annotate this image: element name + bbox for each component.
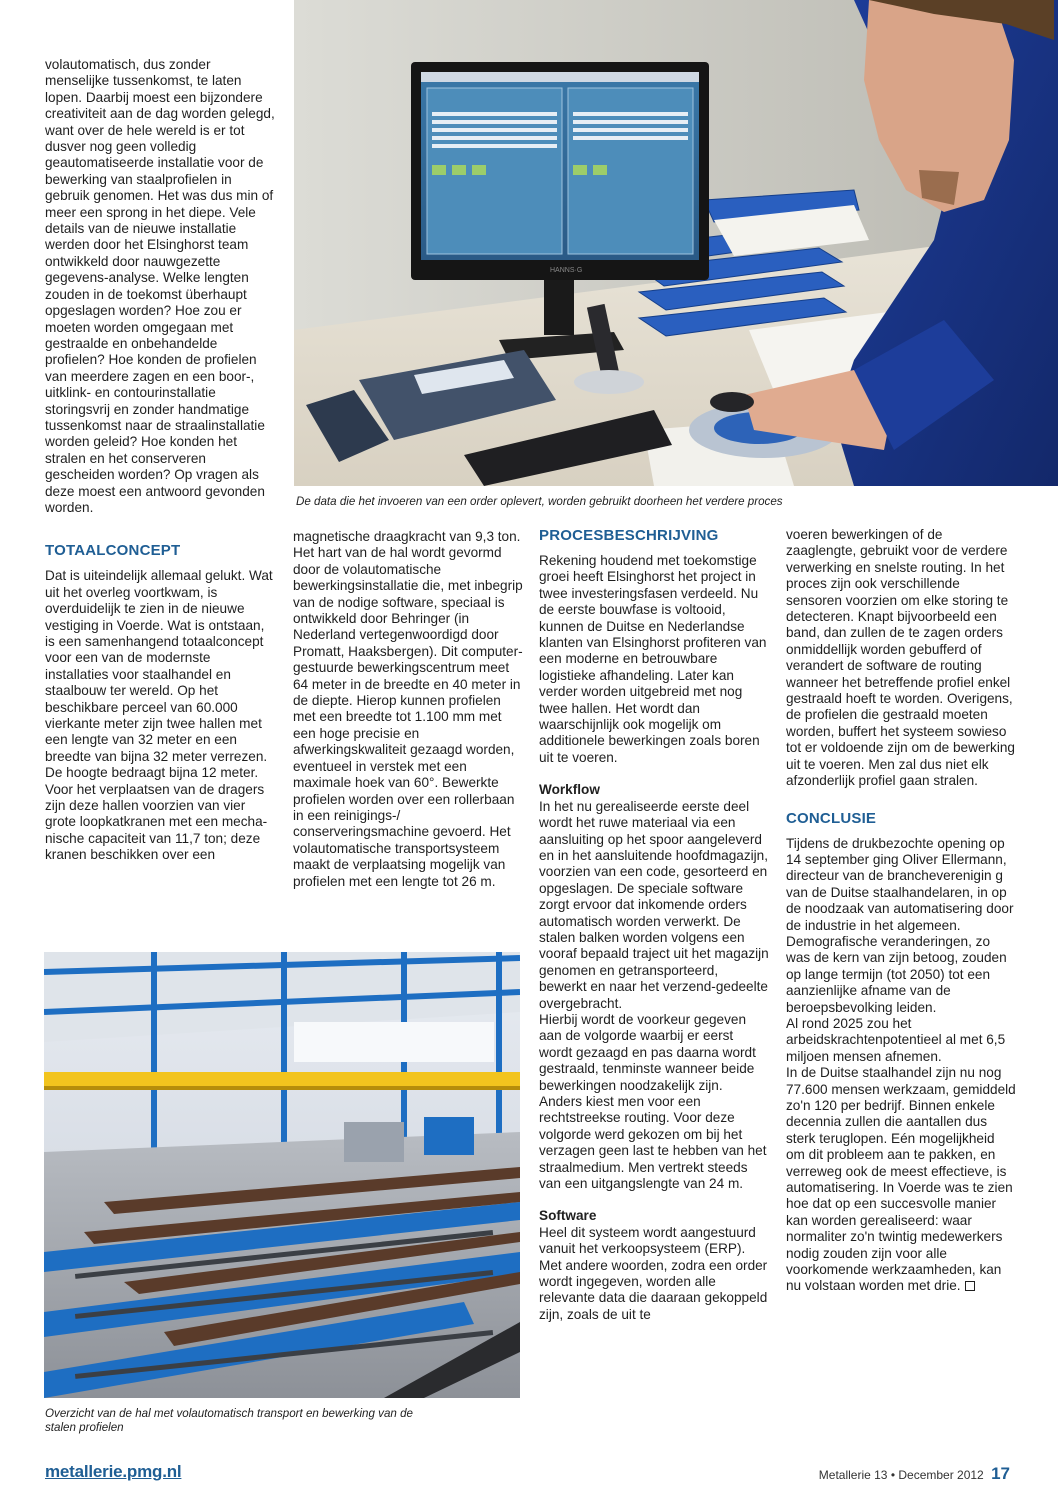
monitor-brand: HANNS·G [550,267,583,274]
column-3-p2: In het nu gerealiseerde eerste deel wordt het ruwe materiaal via een aansluiting op het spoor aangeleverd en in het aansluitende hoofdmagazijn, voorzien van een code, gesorteerd en opgeslagen. De speciale software zorgt ervoor dat inkomende orders automatisch worden verwerkt. De stalen balken worden volgens een vooraf bepaald traject uit het magazijn genomen en getransporteerd, bewerkt en naar het verzend-gedeelte overgebracht. [539,798,769,1011]
column-4-p3: Al rond 2025 zou het arbeidskrachtenpotentieel al met 6,5 miljoen mensen afnemen. [786,1015,1006,1064]
column-4 [786,527,1016,1295]
column-3-p1: Rekening houdend met toekomstige groei heeft Elsinghorst het project in twee investeringsfasen verdeeld. Nu de eerste bouwfase is voltooid, kunnen de Duitse en Nederlandse klanten van Elsinghorst profiteren van een moderne en betrouwbare logistieke afhandeling. Later kan verder worden uitgebreid met nog twee hallen. Het wordt dan waarschijnlijk ook mogelijk om additionele bewerkingen zoals boren uit te voeren. [539,553,767,765]
hall-photo [44,952,520,1398]
office-photo [294,0,1058,486]
page-number: 17 [991,1464,1010,1483]
column-4-p4 [786,1065,1016,1295]
column-1-body: Dat is uiteindelijk allemaal gelukt. Wat uit het overleg voortkwam, is overduidelijk te zien in de nieuwe vestiging in Voerde. Wat is ontstaan, is een samenhangend totaalconcept voor een van de modernste installaties voor staalhandel en staalbouw ter wereld. Op het beschikbare perceel van 60.000 vierkante meter zijn twee hallen met een lengte van 32 meter en een breedte van bijna 32 meter verrezen. De hoogte bedraagt bijna 12 meter. Voor het verplaatsen van de dragers zijn deze hallen voorzien van vier grote loopkatkranen met een mecha-nische capaciteit van 11,7 ton; deze kranen beschikken over een [45,568,273,863]
subheading-workflow: Workflow [539,782,600,798]
heading-conclusie: CONCLUSIE [786,809,877,827]
subheading-software: Software [539,1208,597,1224]
column-3-p4: Anders kiest men voor een rechtstreekse routing. Voor deze volgorde werd gekozen om bij het verzagen geen last te hebben van het straalmedium. Men vertrekt steeds van een uitgangslengte van 24 m. [539,1094,767,1192]
office-photo-caption: De data die het invoeren van een order oplevert, worden gebruikt doorheen het verdere proces [296,495,783,508]
column-1 [45,57,277,864]
end-of-article-icon [965,1281,975,1291]
footer-website-link[interactable]: metallerie.pmg.nl [45,1462,182,1481]
column-2-body: magnetische draagkracht van 9,3 ton. Het hart van de hal wordt gevormd door de volautomatische bewerkingsinstallatie die, met inbegrip van de nodige software, speciaal is ontwikkeld door Behringer (in Nederland vertegenwoordigd door Promatt, Haaksbergen). Dit computer-gestuurde bewerkingscentrum meet 64 meter in de breedte en 40 meter in de diepte. Hierop kunnen profielen met een breedte tot 1.100 mm met een hoge precisie en afwerkingskwaliteit gezaagd worden, eventueel in verstek met een maximale hoek van 60°. Bewerkte profielen worden over een rollerbaan in een reinigings-/ conserveringsmachine gevoerd. Het volautomatische transportsysteem maakt de verplaatsing mogelijk van profielen met een lengte tot 26 m. [293,529,523,889]
column-3 [539,527,769,1323]
column-1-intro: volautomatisch, dus zonder menselijke tussenkomst, te laten lopen. Daarbij moest een bijzondere creativiteit aan de dag worden gelegd, want over de hele wereld is er tot dusver nog geen volledig geautomatiseerde installatie voor de bewerking van staalprofielen in gebruik genomen. Het was dus min of meer een sprong in het diepe. Vele details van de nieuwe installatie werden door het Elsinghorst team ontwikkeld door nauwgezette gegevens-analyse. Welke lengten zouden in de toekomst überhaupt opgeslagen worden? Hoe zou er moeten worden omgegaan met gestraalde en onbehandelde profielen? Hoe konden de profielen van meerdere zagen en een boor-, uitklink- en contourinstallatie storingsvrij en zonder handmatige tussenkomst naar de straalinstallatie worden geleid? Hoe konden het stralen en het conserveren gescheiden worden? Op vragen als deze moest een antwoord gevonden worden. [45,57,275,515]
heading-totaalconcept: TOTAALCONCEPT [45,542,181,560]
column-3-p5: Heel dit systeem wordt aangestuurd vanuit het verkoopsysteem (ERP). Met andere woorden, zodra een order wordt ingegeven, worden alle relevante data die daaraan gekoppeld zijn, zoals de uit te [539,1224,768,1322]
hall-photo-caption: Overzicht van de hal met volautomatisch transport en bewerking van de stalen profielen [45,1407,413,1434]
column-4-p4-text: In de Duitse staalhandel zijn nu nog 77.600 mensen werkzaam, gemiddeld zo'n 120 per bedrijf. Binnen enkele decennia zullen die aantallen dus sterk teruglopen. Eén mogelijkheid om dit probleem aan te pakken, en verreweg ook de meest effectieve, is automatisering. In Voerde was te zien hoe dat op een succesvolle manier kan worden gerealiseerd: waar normaliter zo'n twintig medewerkers nodig zouden zijn voor alle voorkomende werkzaamheden, kan nu volstaan worden met drie. [786,1065,1016,1294]
column-3-p3: Hierbij wordt de voorkeur gegeven aan de volgorde waarbij er eerst wordt gezaagd en pas daarna wordt gestraald, tenminste wanneer beide bewerkingen noodzakelijk zijn. [539,1011,756,1093]
column-2 [293,529,523,890]
footer-issue: Metallerie 13 • December 2012 [818,1468,984,1482]
footer-issue-info [819,1464,1010,1484]
heading-procesbeschrijving: PROCESBESCHRIJVING [539,527,719,544]
column-4-p2: Tijdens de drukbezochte opening op 14 september ging Oliver Ellermann, directeur van de brancheverenigin g van de Duitse staalhandelaren, in op de noodzaak van automatisering door de industrie in het algemeen. Demografische veranderingen, zo was de kern van zijn betoog, zouden op lange termijn (tot 2050) tot een aanzienlijke afname van de beroepsbevolking leiden. [786,835,1014,1015]
column-4-p1: voeren bewerkingen of de zaaglengte, gebruikt voor de verdere verwerking en snelste routing. In het proces zijn ook verschillende sensoren voorzien om elke storing te detecteren. Knapt bijvoorbeeld een band, dan zullen de te zagen orders onmiddellijk worden gebufferd of verandert de software de routing wanneer het betreffende profiel enkel gestraald hoeft te worden. Overigens, de profielen die gestraald moeten worden, buffert het systeem sowieso tot er voldoende zijn om de bewerking uit te voeren. Men zal dus niet elk afzonderlijk profiel gaan stralen. [786,527,1015,789]
